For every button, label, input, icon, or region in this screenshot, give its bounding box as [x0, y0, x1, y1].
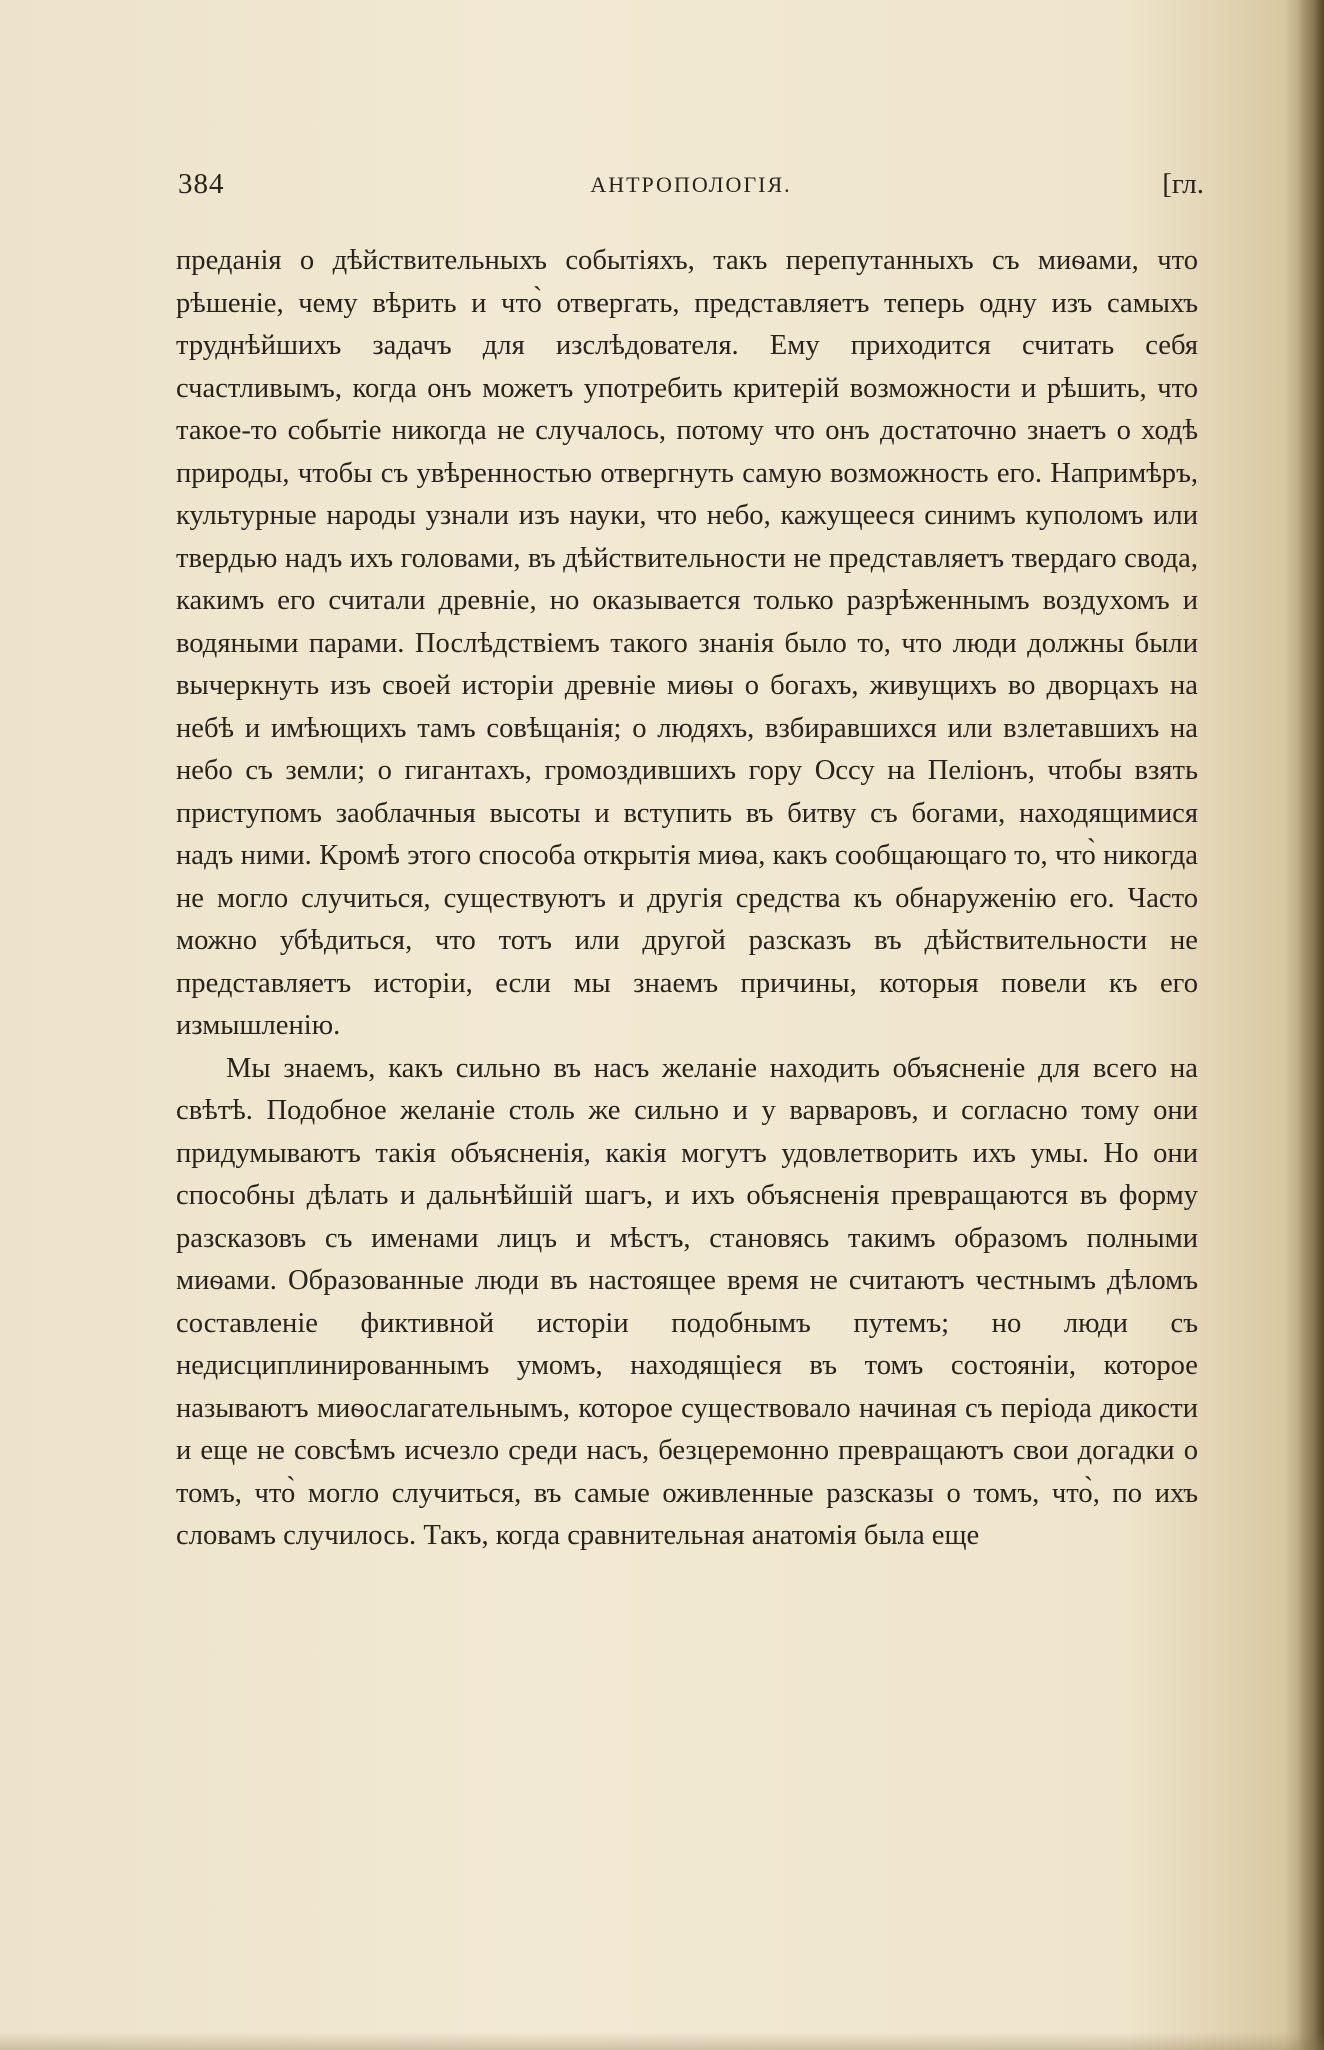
- paragraph: преданія о дѣйствительныхъ событіяхъ, такъ перепутанныхъ съ миѳами, что рѣшеніе, чему вѣрить и что̀ отвергать, представляетъ теперь одну изъ самыхъ труднѣйшихъ задачъ для изслѣдователя. Ему приходится считать себя счастливымъ, когда онъ можетъ употребить критерій возможности и рѣшить, что такое-то событіе никогда не случалось, потому что онъ достаточно знаетъ о ходѣ природы, чтобы съ увѣренностью отвергнуть самую возможность его. Напримѣръ, культурные народы узнали изъ науки, что небо, кажущееся синимъ куполомъ или твердью надъ ихъ головами, въ дѣйствительности не представляетъ твердаго свода, какимъ его считали древніе, но оказывается только разрѣженнымъ воздухомъ и водяными парами. Послѣдствіемъ такого знанія было то, что люди должны были вычеркнуть изъ своей исторіи древніе миѳы о богахъ, живущихъ во дворцахъ на небѣ и имѣющихъ тамъ совѣщанія; о людяхъ, взбиравшихся или взлетавшихъ на небо съ земли; о гигантахъ, громоздившихъ гору Оссу на Пеліонъ, чтобы взять приступомъ заоблачныя высоты и вступить въ битву съ богами, находящимися надъ ними. Кромѣ этого способа открытія миѳа, какъ сообщающаго то, что̀ никогда не могло случиться, существуютъ и другія средства къ обнаруженію его. Часто можно убѣдиться, что тотъ или другой разсказъ въ дѣйствительности не представляетъ исторіи, если мы знаемъ причины, которыя повели къ его измышленію.: [176, 245, 1198, 1041]
- page-bottom-shadow: [0, 2032, 1324, 2050]
- paragraph: Мы знаемъ, какъ сильно въ насъ желаніе находить объясненіе для всего на свѣтѣ. Подобное желаніе столь же сильно и у варваровъ, и согласно тому они придумываютъ такія объясненія, какія могутъ удовлетворить ихъ умы. Но они способны дѣлать и дальнѣйшій шагъ, и ихъ объясненія превращаются въ форму разсказовъ съ именами лицъ и мѣстъ, становясь такимъ образомъ полными миѳами. Образованные люди въ настоящее время не считаютъ честнымъ дѣломъ составленіе фиктивной исторіи подобнымъ путемъ; но люди съ недисциплинированнымъ умомъ, находящіеся въ томъ состояніи, которое называютъ миѳослагательнымъ, которое существовало начиная съ періода дикости и еще не совсѣмъ исчезло среди насъ, безцеремонно превращаютъ свои догадки о томъ, что̀ могло случиться, въ самые оживленные разсказы о томъ, что̀, по ихъ словамъ случилось. Такъ, когда сравнительная анатомія была еще: [176, 1052, 1198, 1551]
- body-text: [176, 240, 1198, 1558]
- running-title: АНТРОПОЛОГІЯ.: [590, 172, 792, 197]
- page-number: 384: [178, 168, 225, 200]
- running-head: [178, 168, 1204, 212]
- chapter-reference: [гл.: [1162, 168, 1204, 200]
- page-edge-shadow: [1298, 0, 1324, 2050]
